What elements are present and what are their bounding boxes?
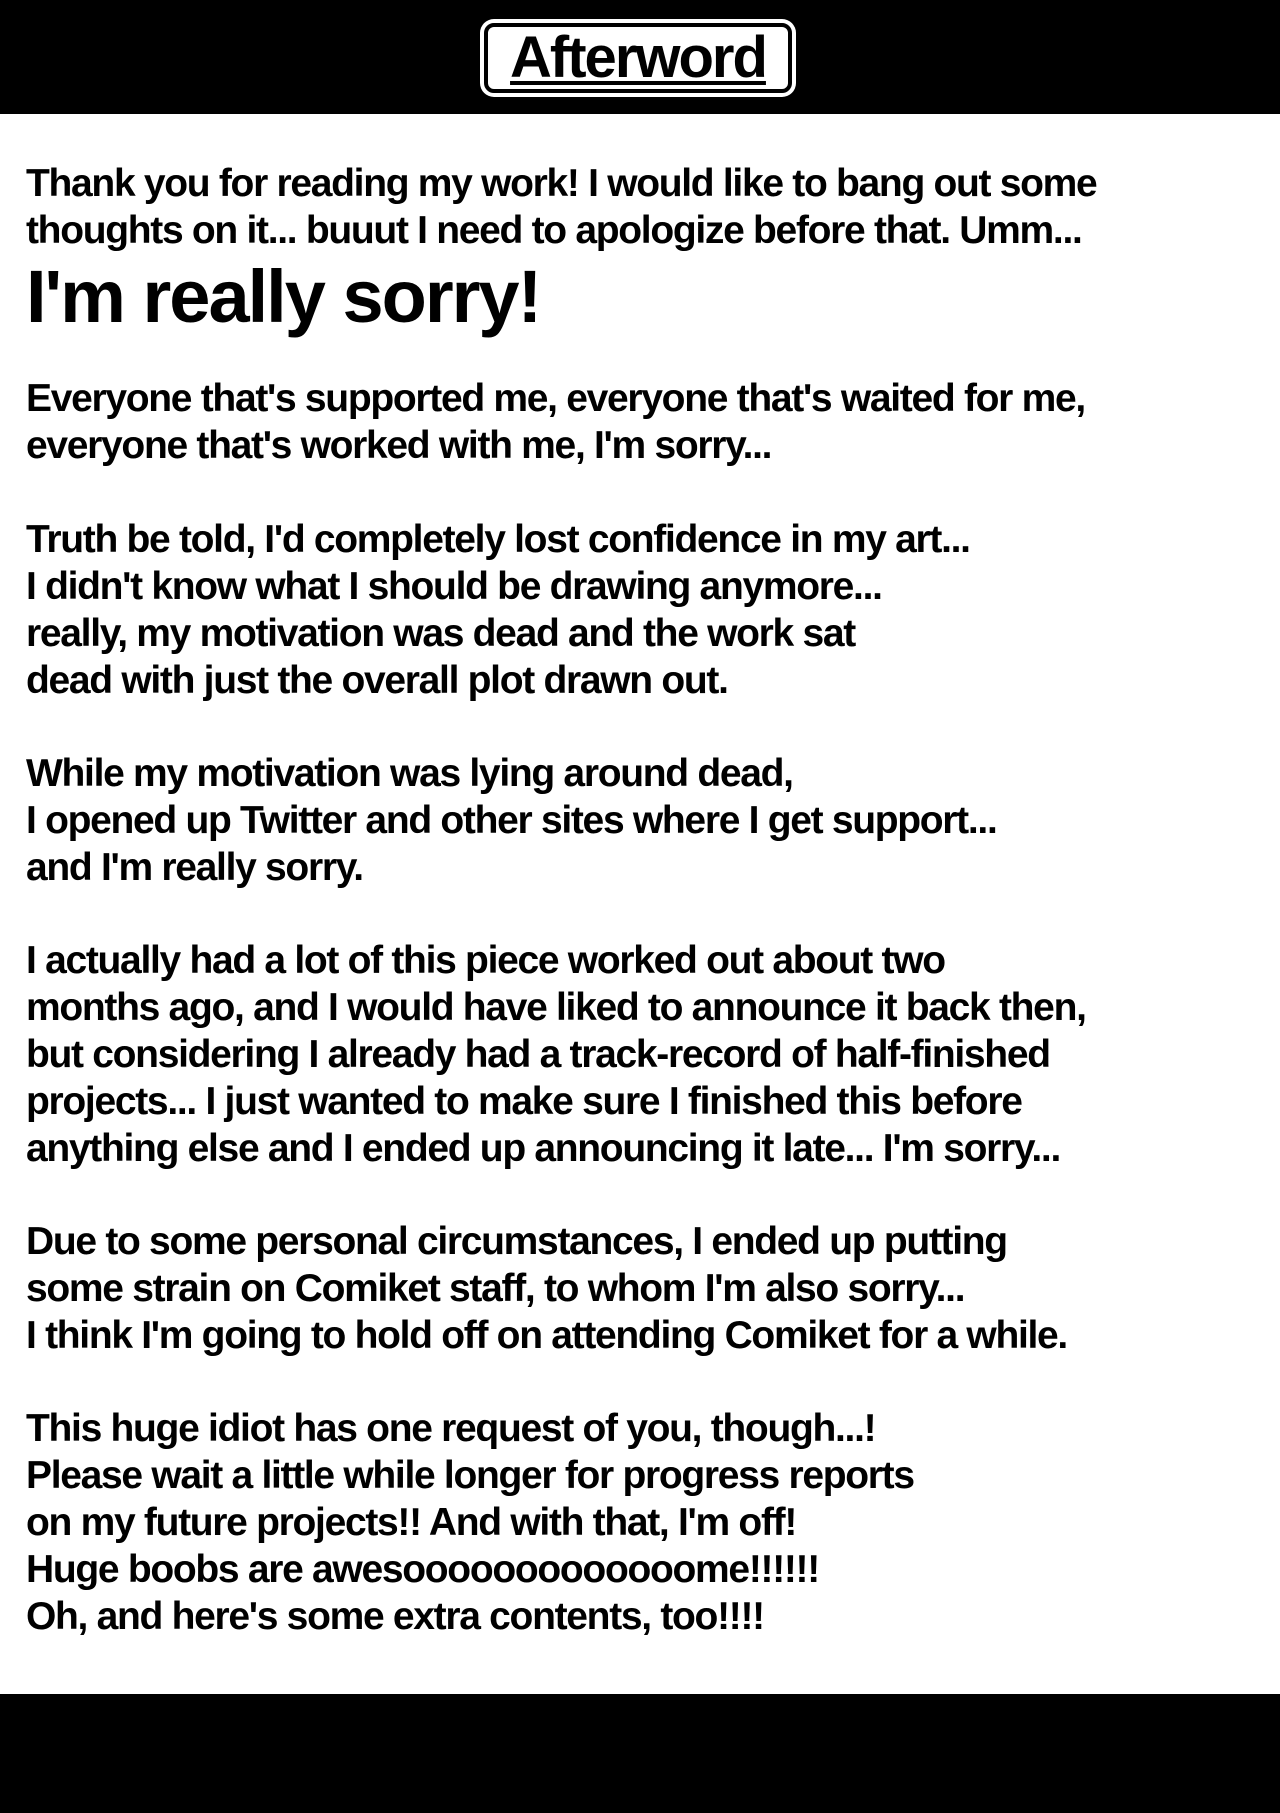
text-line: anything else and I ended up announcing it late... I'm sorry... bbox=[26, 1127, 1060, 1170]
text-line: some strain on Comiket staff, to whom I'm also sorry... bbox=[26, 1267, 965, 1310]
text-line: dead with just the overall plot drawn out. bbox=[26, 659, 728, 702]
text-line: I actually had a lot of this piece worked out about two bbox=[26, 939, 945, 982]
paragraph bbox=[26, 1405, 914, 1640]
paragraph bbox=[26, 375, 1085, 469]
text-line: I didn't know what I should be drawing anymore... bbox=[26, 565, 882, 608]
text-line: but considering I already had a track-record of half-finished bbox=[26, 1033, 1050, 1076]
text-line: This huge idiot has one request of you, though...! bbox=[26, 1407, 876, 1450]
text-line: Everyone that's supported me, everyone that's waited for me, bbox=[26, 377, 1085, 420]
text-line: months ago, and I would have liked to announce it back then, bbox=[26, 986, 1086, 1029]
text-line: everyone that's worked with me, I'm sorry... bbox=[26, 424, 772, 467]
paragraph bbox=[26, 750, 996, 891]
text-line: Due to some personal circumstances, I ended up putting bbox=[26, 1220, 1007, 1263]
paragraph bbox=[26, 937, 1086, 1172]
text-line: While my motivation was lying around dead, bbox=[26, 752, 793, 795]
paragraph bbox=[26, 1218, 1067, 1359]
text-line: Oh, and here's some extra contents, too!!!! bbox=[26, 1595, 764, 1638]
text-line: and I'm really sorry. bbox=[26, 846, 363, 889]
page-title: Afterword bbox=[510, 25, 766, 90]
title-box bbox=[484, 23, 792, 93]
text-line: really, my motivation was dead and the work sat bbox=[26, 612, 855, 655]
apology-heading: I'm really sorry! bbox=[26, 255, 541, 338]
text-line: Please wait a little while longer for progress reports bbox=[26, 1454, 914, 1497]
paragraph bbox=[26, 516, 970, 704]
text-line: I think I'm going to hold off on attending Comiket for a while. bbox=[26, 1314, 1067, 1357]
text-line: I opened up Twitter and other sites where I get support... bbox=[26, 799, 997, 842]
text-line: on my future projects!! And with that, I'm off! bbox=[26, 1501, 797, 1544]
text-line: Thank you for reading my work! I would like to bang out some bbox=[26, 162, 1097, 205]
text-line: projects... I just wanted to make sure I finished this before bbox=[26, 1080, 1022, 1123]
text-line: Truth be told, I'd completely lost confidence in my art... bbox=[26, 518, 970, 561]
text-line: Huge boobs are awesooooooooooooome!!!!!! bbox=[26, 1548, 819, 1591]
intro-paragraph bbox=[26, 160, 1096, 254]
footer-bar bbox=[0, 1694, 1280, 1813]
text-line: thoughts on it... buuut I need to apologize before that. Umm... bbox=[26, 209, 1082, 252]
header-bar bbox=[0, 0, 1280, 114]
